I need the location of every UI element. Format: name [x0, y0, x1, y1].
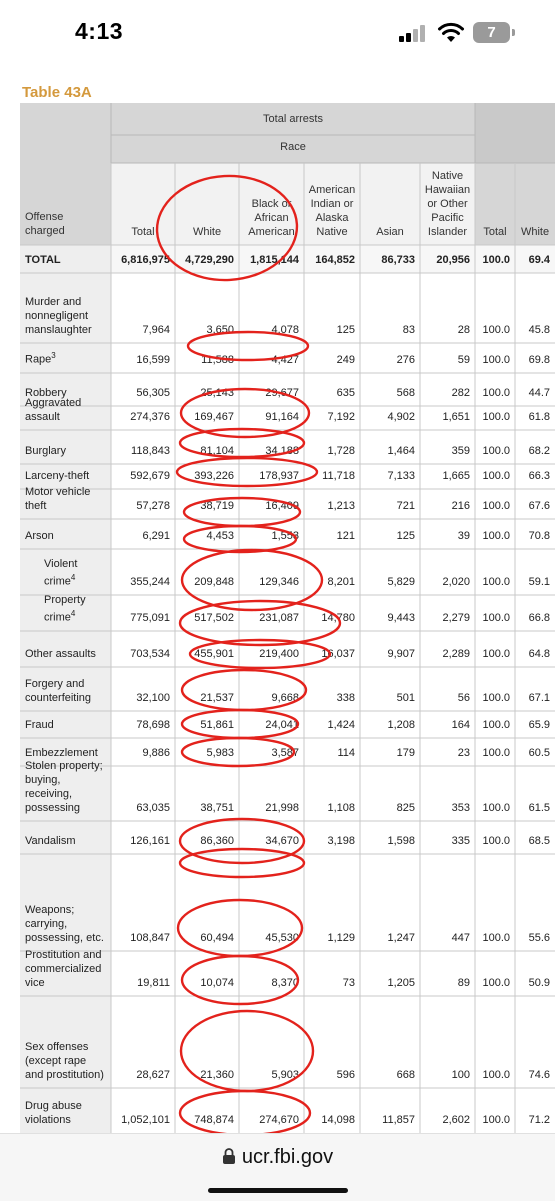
table-cell: 359 — [451, 445, 470, 457]
table-cell: 114 — [337, 747, 355, 759]
row-label: Arson — [25, 530, 54, 542]
table-cell: 5,829 — [387, 576, 415, 588]
header-total-arrests: Total arrests — [263, 113, 323, 125]
table-cell: 5,903 — [271, 1069, 299, 1081]
table-cell: 3,587 — [271, 747, 299, 759]
table-cell: 100.0 — [482, 354, 510, 366]
arrests-table — [20, 103, 555, 1133]
row-label: Drug abuse violations — [25, 1100, 82, 1126]
table-cell: 216 — [451, 500, 470, 512]
table-cell: 1,247 — [387, 932, 415, 944]
table-cell: 21,360 — [200, 1069, 234, 1081]
row-label: Stolen property; buying, receiving, possessing — [25, 760, 103, 814]
table-cell: 14,780 — [321, 612, 355, 624]
table-cell: 2,289 — [442, 648, 470, 660]
row-label: Violent crime$^4$ — [44, 558, 78, 588]
table-cell: 592,679 — [130, 470, 170, 482]
table-cell: 32,100 — [136, 692, 170, 704]
table-cell: 67.1 — [528, 692, 550, 704]
table-cell: 19,811 — [137, 977, 170, 989]
table-cell: 56 — [457, 692, 470, 704]
url-text: ucr.fbi.gov — [241, 1146, 334, 1168]
table-cell: 7,133 — [387, 470, 415, 482]
row-label: Motor vehicle theft — [25, 486, 91, 512]
table-cell: 1,129 — [327, 932, 355, 944]
row-label: Robbery — [25, 387, 67, 399]
table-cell: 100.0 — [482, 747, 510, 759]
table-cell: 100.0 — [482, 835, 510, 847]
table-cell: 825 — [396, 802, 415, 814]
table-cell: 45.8 — [528, 324, 550, 336]
header-race: Race — [280, 141, 306, 153]
table-cell: 86,733 — [381, 254, 415, 266]
battery-icon — [473, 22, 515, 43]
table-cell: 455,901 — [194, 648, 234, 660]
table-cell: 25,143 — [200, 387, 234, 399]
table-cell: 100.0 — [482, 648, 510, 660]
table-cell: 100.0 — [482, 802, 510, 814]
column-header-3: Black or African American — [248, 198, 295, 238]
row-label: Other assaults — [25, 648, 96, 660]
table-cell: 668 — [396, 1069, 415, 1081]
table-cell: 70.8 — [528, 530, 550, 542]
table-cell: 24,041 — [265, 719, 299, 731]
row-label: Prostitution and commercialized vice — [25, 949, 102, 989]
table-cell: 100.0 — [482, 932, 510, 944]
table-cell: 126,161 — [130, 835, 170, 847]
table-cell: 81,104 — [200, 445, 234, 457]
table-cell: 748,874 — [194, 1114, 234, 1126]
table-cell: 67.6 — [528, 500, 550, 512]
table-cell: 8,201 — [327, 576, 355, 588]
table-cell: 38,751 — [200, 802, 234, 814]
table-cell: 38,719 — [200, 500, 234, 512]
battery-level: 7 — [487, 24, 496, 41]
table-cell: 108,847 — [130, 932, 170, 944]
table-cell: 28,627 — [136, 1069, 170, 1081]
table-title: Table 43A — [22, 84, 92, 101]
table-cell: 23 — [457, 747, 470, 759]
table-cell: 86,360 — [200, 835, 234, 847]
table-cell: 118,843 — [131, 445, 170, 457]
table-cell: 68.2 — [528, 445, 550, 457]
table-cell: 57,278 — [136, 500, 170, 512]
column-header-4: American Indian or Alaska Native — [308, 184, 356, 238]
table-cell: 9,668 — [271, 692, 299, 704]
table-cell: 178,937 — [259, 470, 299, 482]
table-cell: 29,677 — [265, 387, 299, 399]
table-cell: 338 — [336, 692, 355, 704]
table-cell: 703,534 — [130, 648, 170, 660]
column-header-6: Native Hawaiian or Other Pacific Islander — [424, 170, 471, 238]
table-cell: 353 — [451, 802, 470, 814]
table-cell: 179 — [396, 747, 415, 759]
table-cell: 74.6 — [528, 1069, 550, 1081]
footnote-marker: 3 — [51, 351, 56, 361]
table-cell: 60.5 — [528, 747, 550, 759]
column-header-7: Total — [483, 226, 507, 238]
table-cell: 100.0 — [482, 411, 510, 423]
table-cell: 10,074 — [200, 977, 234, 989]
table-cell: 9,907 — [387, 648, 415, 660]
table-cell: 6,816,975 — [121, 254, 170, 266]
row-label: Weapons; carrying, possessing, etc. — [25, 904, 104, 944]
table-cell: 51,861 — [200, 719, 234, 731]
column-header-5: Asian — [376, 226, 404, 238]
row-label: Embezzlement — [25, 747, 98, 759]
table-cell: 1,728 — [327, 445, 355, 457]
column-header-2: White — [192, 226, 222, 238]
table-cell: 21,537 — [200, 692, 234, 704]
table-cell: 129,346 — [259, 576, 299, 588]
cellular-signal-icon — [399, 24, 429, 42]
table-cell: 20,956 — [436, 254, 470, 266]
table-cell: 83 — [402, 324, 415, 336]
table-cell: 61.8 — [528, 411, 550, 423]
table-cell: 39 — [457, 530, 470, 542]
table-cell: 100.0 — [482, 530, 510, 542]
row-label: Rape$^3$ — [25, 351, 56, 366]
table-cell: 635 — [336, 387, 355, 399]
table-cell: 517,502 — [194, 612, 234, 624]
table-cell: 34,670 — [265, 835, 299, 847]
table-cell: 89 — [457, 977, 470, 989]
table-cell: 249 — [336, 354, 355, 366]
table-cell: 596 — [336, 1069, 355, 1081]
table-cell: 4,078 — [271, 324, 299, 336]
table-cell: 1,815,144 — [250, 254, 299, 266]
table-cell: 335 — [451, 835, 470, 847]
table-cell: 9,886 — [142, 747, 170, 759]
table-cell: 125 — [336, 324, 355, 336]
table-cell: 7,192 — [327, 411, 355, 423]
table-cell: 568 — [396, 387, 415, 399]
row-label: Fraud — [25, 719, 54, 731]
table-cell: 2,602 — [442, 1114, 470, 1126]
table-cell: 100.0 — [482, 387, 510, 399]
table-cell: 63,035 — [136, 802, 170, 814]
table-cell: 1,052,101 — [121, 1114, 170, 1126]
row-label: Property crime$^4$ — [44, 594, 86, 624]
table-cell: 34,188 — [265, 445, 299, 457]
table-cell: 164,852 — [315, 254, 355, 266]
table-cell: 65.9 — [528, 719, 550, 731]
table-cell: 61.5 — [528, 802, 550, 814]
row-label: Larceny-theft — [25, 470, 90, 482]
table-cell: 100.0 — [482, 445, 510, 457]
table-cell: 59.1 — [528, 576, 550, 588]
status-time: 4:13 — [75, 18, 124, 44]
table-cell: 4,729,290 — [185, 254, 234, 266]
status-bar — [0, 0, 555, 70]
table-cell: 7,964 — [142, 324, 170, 336]
table-cell: 2,020 — [442, 576, 470, 588]
table-cell: 50.9 — [528, 977, 550, 989]
table-cell: 69.4 — [528, 254, 550, 266]
table-cell: 11,588 — [201, 354, 234, 366]
table-cell: 1,205 — [387, 977, 415, 989]
column-header-8: White — [520, 226, 550, 238]
table-cell: 8,370 — [271, 977, 299, 989]
footnote-marker: 4 — [70, 573, 76, 583]
footnote-marker: 4 — [70, 609, 76, 619]
table-cell: 68.5 — [528, 835, 550, 847]
table-cell: 5,983 — [206, 747, 234, 759]
table-cell: 4,902 — [387, 411, 415, 423]
table-cell: 9,443 — [387, 612, 415, 624]
table-cell: 28 — [457, 324, 470, 336]
table-cell: 78,698 — [136, 719, 170, 731]
table-cell: 219,400 — [259, 648, 299, 660]
table-cell: 393,226 — [194, 470, 234, 482]
table-cell: 69.8 — [528, 354, 550, 366]
table-cell: 100 — [451, 1069, 470, 1081]
table-cell: 56,305 — [136, 387, 170, 399]
table-cell: 100.0 — [482, 1114, 510, 1126]
table-cell: 100.0 — [482, 1069, 510, 1081]
table-cell: 14,098 — [321, 1114, 355, 1126]
url-display[interactable] — [0, 1146, 555, 1169]
header-offense-charged: Offense charged — [25, 211, 65, 237]
home-indicator — [208, 1188, 348, 1193]
table-cell: 3,650 — [206, 324, 234, 336]
row-label: TOTAL — [25, 254, 61, 266]
table-cell: 100.0 — [482, 576, 510, 588]
table-cell: 45,530 — [265, 932, 299, 944]
table-cell: 100.0 — [482, 500, 510, 512]
table-cell: 1,651 — [442, 411, 470, 423]
row-label: Forgery and counterfeiting — [25, 678, 92, 704]
table-cell: 721 — [396, 500, 415, 512]
table-cell: 55.6 — [528, 932, 550, 944]
table-cell: 164 — [451, 719, 470, 731]
row-label: Aggravated assault — [25, 397, 82, 423]
table-cell: 16,599 — [136, 354, 170, 366]
table-cell: 16,037 — [321, 648, 355, 660]
table-cell: 274,376 — [130, 411, 170, 423]
table-cell: 11,718 — [322, 470, 355, 482]
table-cell: 44.7 — [528, 387, 550, 399]
table-cell: 100.0 — [482, 324, 510, 336]
table-cell: 4,427 — [271, 354, 299, 366]
table-cell: 1,598 — [387, 835, 415, 847]
table-cell: 66.8 — [528, 612, 550, 624]
table-cell: 169,467 — [194, 411, 234, 423]
table-cell: 125 — [396, 530, 415, 542]
table-cell: 100.0 — [482, 719, 510, 731]
table-cell: 64.8 — [528, 648, 550, 660]
table-cell: 16,409 — [265, 500, 299, 512]
table-cell: 21,998 — [265, 802, 299, 814]
table-cell: 73 — [342, 977, 355, 989]
table-cell: 71.2 — [528, 1114, 550, 1126]
table-cell: 100.0 — [482, 470, 510, 482]
table-cell: 2,279 — [442, 612, 470, 624]
column-header-1: Total — [131, 226, 155, 238]
table-cell: 3,198 — [327, 835, 355, 847]
table-cell: 6,291 — [142, 530, 170, 542]
table-cell: 1,424 — [327, 719, 355, 731]
table-cell: 4,453 — [206, 530, 234, 542]
table-cell: 1,108 — [327, 802, 355, 814]
table-cell: 775,091 — [130, 612, 170, 624]
table-cell: 501 — [396, 692, 415, 704]
table-cell: 121 — [336, 530, 355, 542]
table-cell: 274,670 — [259, 1114, 299, 1126]
table-cell: 231,087 — [259, 612, 299, 624]
table-cell: 100.0 — [482, 692, 510, 704]
table-cell: 91,164 — [265, 411, 299, 423]
row-label: Burglary — [25, 445, 66, 457]
table-cell: 209,848 — [194, 576, 234, 588]
table-cell: 59 — [457, 354, 470, 366]
table-cell: 447 — [451, 932, 470, 944]
table-cell: 282 — [451, 387, 470, 399]
table-cell: 1,213 — [327, 500, 355, 512]
row-label: Vandalism — [25, 835, 76, 847]
table-cell: 1,464 — [387, 445, 415, 457]
wifi-icon — [437, 21, 465, 43]
table-cell: 11,857 — [382, 1114, 415, 1126]
row-label: Sex offenses (except rape and prostitution) — [25, 1041, 104, 1081]
row-label: Murder and nonnegligent manslaughter — [25, 296, 92, 336]
table-cell: 60,494 — [200, 932, 234, 944]
table-cell: 66.3 — [528, 470, 550, 482]
table-cell: 355,244 — [130, 576, 170, 588]
table-cell: 100.0 — [482, 977, 510, 989]
table-cell: 100.0 — [482, 254, 510, 266]
lock-icon — [222, 1147, 236, 1163]
table-cell: 1,665 — [442, 470, 470, 482]
table-cell: 1,553 — [271, 530, 299, 542]
table-cell: 100.0 — [482, 612, 510, 624]
table-cell: 276 — [396, 354, 415, 366]
table-cell: 1,208 — [387, 719, 415, 731]
